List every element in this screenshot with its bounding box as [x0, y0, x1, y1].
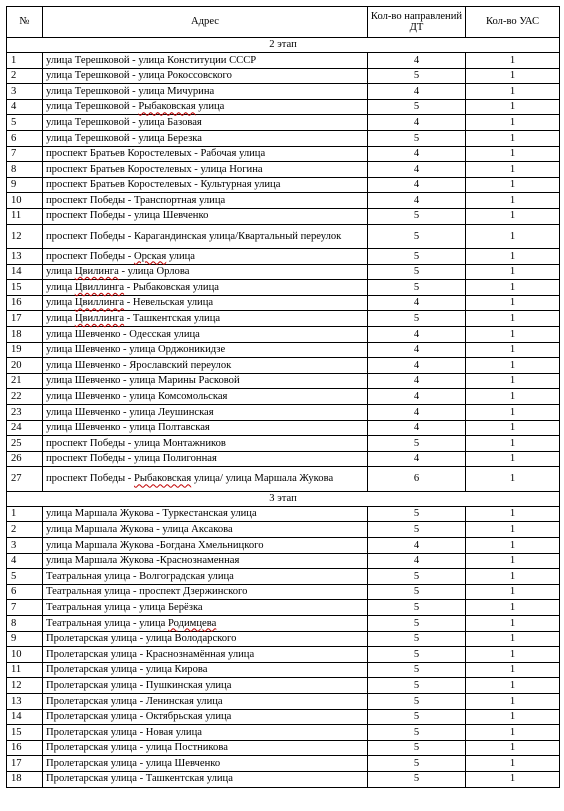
- row-uas: 1: [466, 193, 560, 209]
- row-uas: 1: [466, 130, 560, 146]
- row-directions: 4: [368, 358, 466, 374]
- row-directions: 4: [368, 162, 466, 178]
- table-row: [7, 725, 560, 741]
- row-uas: 1: [466, 327, 560, 343]
- row-uas: 1: [466, 53, 560, 69]
- row-address: [43, 162, 368, 178]
- row-address: [43, 311, 368, 327]
- row-uas: 1: [466, 342, 560, 358]
- spellcheck-word: Цвиллинга: [74, 281, 125, 293]
- spellcheck-word: Орская: [133, 250, 167, 262]
- row-number: 4: [7, 553, 43, 569]
- row-directions: 5: [368, 264, 466, 280]
- row-number: 17: [7, 756, 43, 772]
- table-row: [7, 162, 560, 178]
- row-directions: 5: [368, 709, 466, 725]
- row-number: 8: [7, 616, 43, 632]
- address-text: проспект Победы - Карагандинская улица/Квартальный переулок: [46, 230, 342, 242]
- address-text: проспект Победы -: [46, 473, 134, 485]
- row-directions: 5: [368, 99, 466, 115]
- table-row: [7, 68, 560, 84]
- address-text-tail: - Невельская улица: [124, 297, 214, 309]
- row-uas: 1: [466, 224, 560, 249]
- row-number: 9: [7, 631, 43, 647]
- table-row: [7, 451, 560, 467]
- row-directions: 5: [368, 616, 466, 632]
- row-directions: 4: [368, 373, 466, 389]
- table-row: [7, 146, 560, 162]
- row-uas: 1: [466, 771, 560, 787]
- row-address: [43, 771, 368, 787]
- row-directions: 5: [368, 771, 466, 787]
- header-uas: Кол-во УАС: [466, 7, 560, 38]
- row-address: [43, 451, 368, 467]
- row-uas: 1: [466, 280, 560, 296]
- row-address: [43, 53, 368, 69]
- row-address: [43, 249, 368, 265]
- row-number: 11: [7, 662, 43, 678]
- address-text: улица: [46, 266, 75, 278]
- table-row: [7, 404, 560, 420]
- stage-title: 3 этап: [7, 491, 560, 506]
- row-directions: 5: [368, 725, 466, 741]
- row-number: 3: [7, 538, 43, 554]
- row-number: 6: [7, 130, 43, 146]
- row-uas: 1: [466, 616, 560, 632]
- row-address: [43, 404, 368, 420]
- row-uas: 1: [466, 451, 560, 467]
- row-directions: 4: [368, 146, 466, 162]
- table-row: [7, 436, 560, 452]
- row-address: [43, 740, 368, 756]
- table-header-row: [7, 7, 560, 38]
- row-uas: 1: [466, 693, 560, 709]
- row-directions: 4: [368, 420, 466, 436]
- stage-row: [7, 491, 560, 506]
- row-address: [43, 553, 368, 569]
- address-text: улица Маршала Жукова - Туркестанская улица: [46, 508, 257, 520]
- row-uas: 1: [466, 569, 560, 585]
- row-uas: 1: [466, 506, 560, 522]
- row-address: [43, 115, 368, 131]
- table-row: [7, 177, 560, 193]
- spellcheck-word: Цвилинга: [74, 266, 119, 278]
- address-text-tail: улица: [195, 101, 225, 113]
- address-text: улица: [46, 297, 75, 309]
- row-number: 1: [7, 53, 43, 69]
- row-directions: 5: [368, 647, 466, 663]
- row-number: 4: [7, 99, 43, 115]
- row-number: 1: [7, 506, 43, 522]
- table-row: [7, 115, 560, 131]
- row-number: 7: [7, 146, 43, 162]
- table-row: [7, 467, 560, 492]
- address-text: улица Терешковой -: [46, 101, 139, 113]
- row-uas: 1: [466, 436, 560, 452]
- row-number: 13: [7, 249, 43, 265]
- row-directions: 5: [368, 436, 466, 452]
- address-text: Театральная улица - улица: [46, 617, 168, 629]
- row-number: 2: [7, 68, 43, 84]
- table-row: [7, 616, 560, 632]
- row-number: 17: [7, 311, 43, 327]
- row-directions: 6: [368, 467, 466, 492]
- address-text: улица Терешковой - улица Конституции СССР: [46, 54, 257, 66]
- table-row: [7, 740, 560, 756]
- row-uas: 1: [466, 162, 560, 178]
- row-uas: 1: [466, 295, 560, 311]
- address-text: улица Терешковой - улица Рокоссовского: [46, 70, 232, 82]
- row-number: 20: [7, 358, 43, 374]
- table-row: [7, 249, 560, 265]
- address-text: проспект Победы -: [46, 250, 134, 262]
- row-uas: 1: [466, 373, 560, 389]
- table-row: [7, 84, 560, 100]
- address-text: улица Терешковой - улица Базовая: [46, 116, 202, 128]
- address-text: Пролетарская улица - улица Володарского: [46, 633, 237, 645]
- table-row: [7, 569, 560, 585]
- spellcheck-word: Цвиллинга: [74, 312, 125, 324]
- row-uas: 1: [466, 600, 560, 616]
- row-uas: 1: [466, 740, 560, 756]
- row-directions: 5: [368, 584, 466, 600]
- row-uas: 1: [466, 68, 560, 84]
- row-number: 5: [7, 569, 43, 585]
- row-address: [43, 208, 368, 224]
- row-address: [43, 295, 368, 311]
- address-text: улица Терешковой - улица Березка: [46, 132, 202, 144]
- row-number: 12: [7, 678, 43, 694]
- row-address: [43, 506, 368, 522]
- address-text: Пролетарская улица - Краснознамённая улица: [46, 648, 255, 660]
- address-text: Театральная улица - проспект Дзержинского: [46, 586, 248, 598]
- row-directions: 4: [368, 193, 466, 209]
- row-address: [43, 224, 368, 249]
- row-number: 11: [7, 208, 43, 224]
- address-text: Пролетарская улица - улица Постникова: [46, 742, 228, 754]
- table-row: [7, 631, 560, 647]
- address-text: улица Шевченко - улица Комсомольская: [46, 390, 228, 402]
- address-text: Пролетарская улица - Ленинская улица: [46, 695, 223, 707]
- address-text: улица Терешковой - улица Мичурина: [46, 85, 215, 97]
- row-directions: 5: [368, 693, 466, 709]
- row-directions: 5: [368, 249, 466, 265]
- address-text: Театральная улица - улица Берёзка: [46, 601, 203, 613]
- address-text: проспект Братьев Коростелевых - улица Ногина: [46, 163, 263, 175]
- address-text: улица Шевченко - Ярославский переулок: [46, 359, 232, 371]
- row-directions: 5: [368, 224, 466, 249]
- table-row: [7, 53, 560, 69]
- row-directions: 4: [368, 404, 466, 420]
- address-text: проспект Победы - улица Полигонная: [46, 453, 217, 465]
- row-directions: 4: [368, 115, 466, 131]
- stage-row: [7, 38, 560, 53]
- stage-title: 2 этап: [7, 38, 560, 53]
- table-row: [7, 420, 560, 436]
- row-number: 5: [7, 115, 43, 131]
- address-text: Театральная улица - Волгоградская улица: [46, 570, 234, 582]
- row-directions: 5: [368, 600, 466, 616]
- row-address: [43, 342, 368, 358]
- address-text: Пролетарская улица - Пушкинская улица: [46, 679, 232, 691]
- table-row: [7, 342, 560, 358]
- address-text: Пролетарская улица - улица Шевченко: [46, 757, 221, 769]
- address-text: Пролетарская улица - Ташкентская улица: [46, 773, 233, 785]
- row-uas: 1: [466, 631, 560, 647]
- table-row: [7, 389, 560, 405]
- spellcheck-word: Рыбаковская: [133, 473, 192, 485]
- address-text: Пролетарская улица - Новая улица: [46, 726, 202, 738]
- row-directions: 5: [368, 68, 466, 84]
- row-address: [43, 725, 368, 741]
- address-text-tail: улица: [166, 250, 196, 262]
- spellcheck-word: Родимцева: [167, 617, 217, 629]
- row-directions: 5: [368, 678, 466, 694]
- row-directions: 5: [368, 280, 466, 296]
- row-address: [43, 600, 368, 616]
- row-address: [43, 130, 368, 146]
- row-address: [43, 647, 368, 663]
- row-number: 26: [7, 451, 43, 467]
- table-row: [7, 99, 560, 115]
- address-text: проспект Победы - Транспортная улица: [46, 194, 226, 206]
- row-address: [43, 631, 368, 647]
- table-row: [7, 130, 560, 146]
- address-text: улица Маршала Жукова - улица Аксакова: [46, 523, 233, 535]
- row-directions: 4: [368, 53, 466, 69]
- row-uas: 1: [466, 538, 560, 554]
- row-address: [43, 358, 368, 374]
- address-text-tail: - Ташкентская улица: [124, 312, 221, 324]
- row-directions: 5: [368, 740, 466, 756]
- address-text: проспект Братьев Коростелевых - Культурная улица: [46, 179, 281, 191]
- address-text: Пролетарская улица - улица Кирова: [46, 664, 208, 676]
- intersections-table: [6, 6, 560, 788]
- row-address: [43, 84, 368, 100]
- row-directions: 4: [368, 342, 466, 358]
- row-number: 16: [7, 740, 43, 756]
- row-number: 18: [7, 771, 43, 787]
- row-address: [43, 436, 368, 452]
- table-row: [7, 662, 560, 678]
- row-uas: 1: [466, 177, 560, 193]
- row-address: [43, 99, 368, 115]
- row-number: 16: [7, 295, 43, 311]
- row-address: [43, 177, 368, 193]
- table-row: [7, 264, 560, 280]
- row-uas: 1: [466, 725, 560, 741]
- row-number: 2: [7, 522, 43, 538]
- table-row: [7, 756, 560, 772]
- row-number: 6: [7, 584, 43, 600]
- row-directions: 5: [368, 756, 466, 772]
- row-directions: 5: [368, 569, 466, 585]
- row-address: [43, 678, 368, 694]
- address-text: проспект Братьев Коростелевых - Рабочая улица: [46, 148, 266, 160]
- table-row: [7, 522, 560, 538]
- row-number: 23: [7, 404, 43, 420]
- row-uas: 1: [466, 99, 560, 115]
- row-uas: 1: [466, 584, 560, 600]
- row-uas: 1: [466, 467, 560, 492]
- table-row: [7, 693, 560, 709]
- table-row: [7, 295, 560, 311]
- header-directions: Кол-во направлений ДТ: [368, 7, 466, 38]
- row-uas: 1: [466, 249, 560, 265]
- address-text: улица: [46, 312, 75, 324]
- row-address: [43, 756, 368, 772]
- row-directions: 4: [368, 389, 466, 405]
- row-address: [43, 467, 368, 492]
- row-number: 27: [7, 467, 43, 492]
- row-address: [43, 662, 368, 678]
- address-text: улица Шевченко - улица Марины Расковой: [46, 375, 240, 387]
- row-uas: 1: [466, 756, 560, 772]
- row-number: 14: [7, 264, 43, 280]
- address-text: проспект Победы - улица Шевченко: [46, 210, 209, 222]
- row-uas: 1: [466, 146, 560, 162]
- address-text: Пролетарская улица - Октябрьская улица: [46, 711, 232, 723]
- row-uas: 1: [466, 553, 560, 569]
- row-address: [43, 280, 368, 296]
- address-text: улица Маршала Жукова -Краснознаменная: [46, 555, 240, 567]
- row-directions: 4: [368, 327, 466, 343]
- table-row: [7, 678, 560, 694]
- table-row: [7, 208, 560, 224]
- row-number: 22: [7, 389, 43, 405]
- row-uas: 1: [466, 264, 560, 280]
- table-row: [7, 584, 560, 600]
- row-number: 9: [7, 177, 43, 193]
- row-address: [43, 264, 368, 280]
- row-number: 14: [7, 709, 43, 725]
- table-row: [7, 358, 560, 374]
- row-address: [43, 327, 368, 343]
- spellcheck-word: Цвиллинга: [74, 297, 125, 309]
- row-address: [43, 693, 368, 709]
- row-uas: 1: [466, 208, 560, 224]
- table-row: [7, 600, 560, 616]
- row-directions: 5: [368, 506, 466, 522]
- row-address: [43, 584, 368, 600]
- address-text-tail: улица/ улица Маршала Жукова: [191, 473, 334, 485]
- row-directions: 4: [368, 553, 466, 569]
- row-number: 3: [7, 84, 43, 100]
- row-uas: 1: [466, 389, 560, 405]
- row-uas: 1: [466, 311, 560, 327]
- row-uas: 1: [466, 115, 560, 131]
- table-row: [7, 506, 560, 522]
- row-directions: 4: [368, 84, 466, 100]
- row-uas: 1: [466, 84, 560, 100]
- row-uas: 1: [466, 358, 560, 374]
- table-row: [7, 709, 560, 725]
- row-directions: 4: [368, 295, 466, 311]
- table-row: [7, 193, 560, 209]
- address-text: улица Маршала Жукова -Богдана Хмельницкого: [46, 539, 264, 551]
- table-row: [7, 553, 560, 569]
- table-row: [7, 538, 560, 554]
- row-directions: 5: [368, 522, 466, 538]
- table-row: [7, 647, 560, 663]
- table-row: [7, 311, 560, 327]
- row-number: 19: [7, 342, 43, 358]
- row-address: [43, 522, 368, 538]
- row-directions: 4: [368, 177, 466, 193]
- row-number: 18: [7, 327, 43, 343]
- row-uas: 1: [466, 662, 560, 678]
- row-directions: 5: [368, 311, 466, 327]
- row-number: 15: [7, 280, 43, 296]
- row-address: [43, 709, 368, 725]
- row-address: [43, 420, 368, 436]
- row-address: [43, 193, 368, 209]
- row-uas: 1: [466, 522, 560, 538]
- address-text: улица: [46, 281, 75, 293]
- row-directions: 5: [368, 130, 466, 146]
- address-text: улица Шевченко - Одесская улица: [46, 328, 200, 340]
- address-text: улица Шевченко - улица Леушинская: [46, 406, 214, 418]
- row-number: 8: [7, 162, 43, 178]
- row-address: [43, 68, 368, 84]
- spellcheck-word: Рыбаковская: [138, 101, 196, 113]
- row-uas: 1: [466, 420, 560, 436]
- address-text: улица Шевченко - улица Орджоникидзе: [46, 344, 226, 356]
- row-number: 21: [7, 373, 43, 389]
- row-number: 7: [7, 600, 43, 616]
- table-row: [7, 771, 560, 787]
- row-address: [43, 616, 368, 632]
- row-uas: 1: [466, 678, 560, 694]
- row-address: [43, 569, 368, 585]
- table-row: [7, 280, 560, 296]
- row-uas: 1: [466, 647, 560, 663]
- row-address: [43, 389, 368, 405]
- row-address: [43, 373, 368, 389]
- header-number: №: [7, 7, 43, 38]
- header-address: Адрес: [43, 7, 368, 38]
- row-number: 24: [7, 420, 43, 436]
- row-number: 15: [7, 725, 43, 741]
- table-row: [7, 224, 560, 249]
- row-number: 13: [7, 693, 43, 709]
- row-number: 10: [7, 193, 43, 209]
- row-directions: 5: [368, 631, 466, 647]
- row-uas: 1: [466, 404, 560, 420]
- row-uas: 1: [466, 709, 560, 725]
- row-directions: 4: [368, 538, 466, 554]
- table-row: [7, 373, 560, 389]
- row-address: [43, 538, 368, 554]
- row-directions: 4: [368, 451, 466, 467]
- row-address: [43, 146, 368, 162]
- row-directions: 5: [368, 662, 466, 678]
- row-number: 25: [7, 436, 43, 452]
- address-text-tail: - улица Орлова: [118, 266, 190, 278]
- table-row: [7, 327, 560, 343]
- address-text: улица Шевченко - улица Полтавская: [46, 422, 210, 434]
- address-text-tail: - Рыбаковская улица: [124, 281, 219, 293]
- row-number: 10: [7, 647, 43, 663]
- row-directions: 5: [368, 208, 466, 224]
- table-body: [7, 38, 560, 788]
- address-text: проспект Победы - улица Монтажников: [46, 437, 226, 449]
- row-number: 12: [7, 224, 43, 249]
